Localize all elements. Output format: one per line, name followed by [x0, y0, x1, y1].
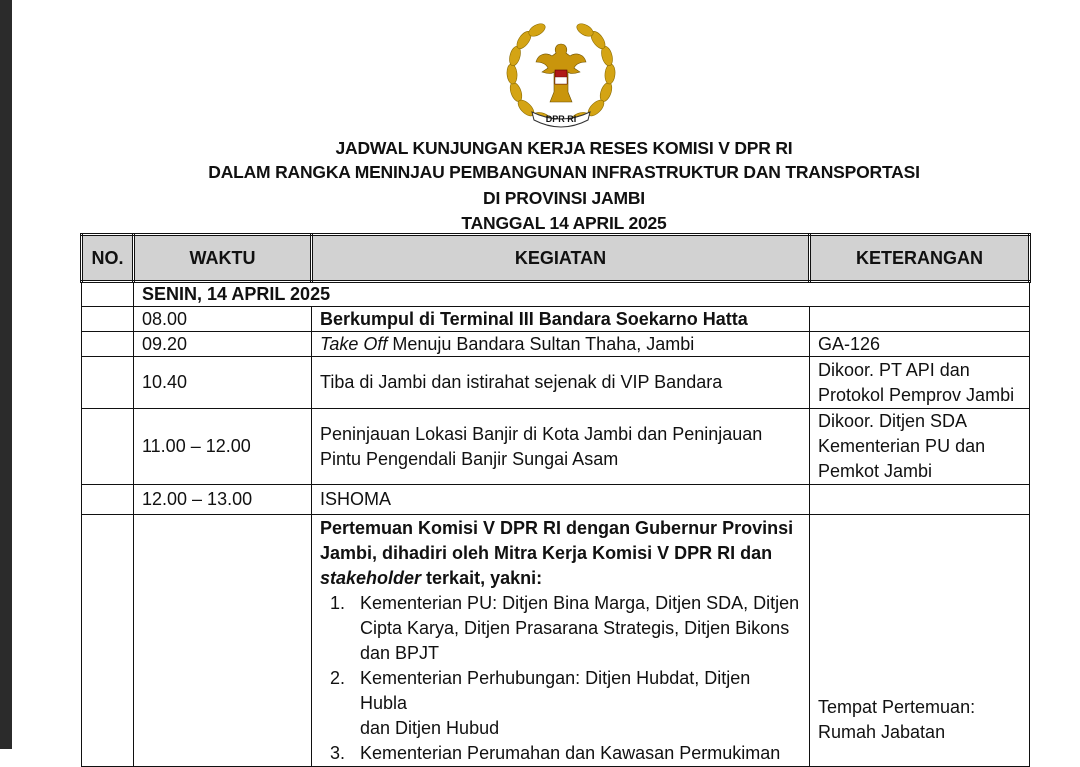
- table-row: [82, 485, 1030, 515]
- activity-cell: Tiba di Jambi dan istirahat sejenak di VIP Bandara: [312, 357, 810, 409]
- day-label: SENIN, 14 APRIL 2025: [134, 282, 1030, 307]
- doc-title-line2: DALAM RANGKA MENINJAU PEMBANGUNAN INFRASTRUKTUR DAN TRANSPORTASI: [208, 162, 920, 182]
- col-header-keterangan: KETERANGAN: [810, 235, 1030, 282]
- svg-text:DPR RI: DPR RI: [545, 114, 577, 124]
- activity-cell: [312, 332, 810, 357]
- note-cell: GA-126: [810, 332, 1030, 357]
- activity-cell: Berkumpul di Terminal III Bandara Soekarno Hatta: [312, 307, 810, 332]
- col-header-kegiatan: KEGIATAN: [312, 235, 810, 282]
- meeting-line: Jambi, dihadiri oleh Mitra Kerja Komisi V DPR RI dan: [320, 543, 773, 563]
- time-cell: 12.00 – 13.00: [134, 485, 312, 515]
- window-edge: [0, 0, 12, 749]
- table-header-row: [82, 235, 1030, 282]
- meeting-line: Pertemuan Komisi V DPR RI dengan Gubernur Provinsi: [320, 518, 794, 538]
- list-item: 1. Kementerian PU: Ditjen Bina Marga, Ditjen SDA, Ditjen Cipta Karya, Ditjen Prasarana Strategis, Ditjen Bikons dan BPJT: [330, 593, 800, 663]
- partner-list: [320, 591, 801, 766]
- note-cell: [810, 357, 1030, 409]
- col-header-no: NO.: [82, 235, 134, 282]
- note-line: Tempat Pertemuan:: [818, 697, 976, 717]
- table-row: [82, 332, 1030, 357]
- note-cell: [810, 307, 1030, 332]
- dpr-ri-emblem: [502, 22, 620, 132]
- meeting-note-cell: [810, 515, 1030, 767]
- table-row-meeting: [82, 515, 1030, 767]
- table-row: [82, 307, 1030, 332]
- col-header-waktu: WAKTU: [134, 235, 312, 282]
- activity-text: Menuju Bandara Sultan Thaha, Jambi: [387, 333, 695, 354]
- note-cell: [810, 409, 1030, 485]
- note-line: Rumah Jabatan: [818, 722, 946, 742]
- time-cell: 08.00: [134, 307, 312, 332]
- note-line: Kementerian PU dan: [818, 436, 986, 456]
- time-cell: 11.00 – 12.00: [134, 409, 312, 485]
- table-row: [82, 357, 1030, 409]
- activity-line: Pintu Pengendali Banjir Sungai Asam: [320, 448, 619, 469]
- doc-title-line1: JADWAL KUNJUNGAN KERJA RESES KOMISI V DPR RI: [335, 138, 793, 158]
- activity-italic: Take Off: [320, 333, 388, 354]
- note-line: Dikoor. PT API dan: [818, 359, 970, 380]
- note-line: Protokol Pemprov Jambi: [818, 384, 1015, 405]
- note-line: Dikoor. Ditjen SDA: [818, 411, 968, 431]
- note-line: Pemkot Jambi: [818, 461, 933, 481]
- doc-title-line3: DI PROVINSI JAMBI: [483, 188, 645, 208]
- meeting-line: stakeholder terkait, yakni:: [320, 568, 543, 588]
- time-cell: 09.20: [134, 332, 312, 357]
- activity-cell: [312, 409, 810, 485]
- list-item: 3. Kementerian Perumahan dan Kawasan Permukiman: [330, 743, 781, 763]
- meeting-activity-cell: [312, 515, 810, 767]
- table-row-day: [82, 282, 1030, 307]
- table-row: [82, 409, 1030, 485]
- note-cell: [810, 485, 1030, 515]
- schedule-table: [80, 233, 1031, 767]
- time-cell: 10.40: [134, 357, 312, 409]
- activity-line: Peninjauan Lokasi Banjir di Kota Jambi dan Peninjauan: [320, 423, 763, 444]
- list-item: 2. Kementerian Perhubungan: Ditjen Hubdat, Ditjen Hubla dan Ditjen Hubud: [330, 668, 751, 738]
- doc-title-line4: TANGGAL 14 APRIL 2025: [461, 213, 667, 233]
- activity-cell: ISHOMA: [312, 485, 810, 515]
